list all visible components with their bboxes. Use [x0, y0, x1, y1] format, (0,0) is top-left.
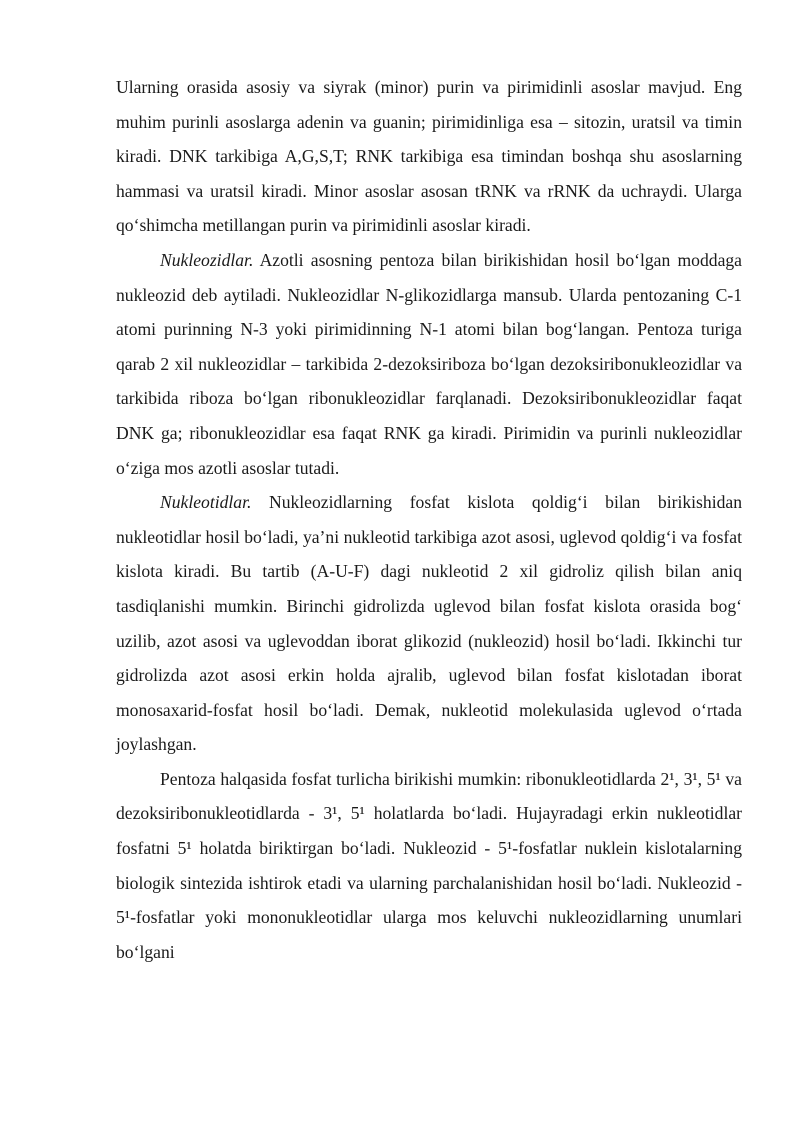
paragraph-nucleotides [116, 485, 742, 762]
section-lead-nucleosides: Nukleozidlar. [160, 249, 254, 270]
paragraph-text: Pentoza halqasida fosfat turlicha birikishi mumkin: ribonukleotidlarda 2¹, 3¹, 5¹ va dezoksiribonukleotidlarda - 3¹, 5¹ holatlarda bo‘ladi. Hujayradagi erkin nukleotidlar fosfatni 5¹ holatda biriktirgan bo‘ladi. Nukleozid - 5¹-fosfatlar nuklein kislotalarning biologik sintezida ishtirok etadi va ularning parchalanishidan hosil bo‘ladi. Nukleozid - 5¹-fosfatlar yoki mononukleotidlar ularga mos keluvchi nukleozidlarning unumlari bo‘lgani [116, 768, 742, 962]
paragraph-pentose-phosphate [116, 762, 742, 970]
paragraph-text: Nukleozidlarning fosfat kislota qoldig‘i bilan birikishidan nukleotidlar hosil bo‘ladi, ya’ni nukleotid tarkibiga azot asosi, uglevod qoldig‘i va fosfat kislota kiradi. Bu tartib (A-U-F) dagi nukleotid 2 xil gidroliz qilish bilan aniq tasdiqlanishi mumkin. Birinchi gidrolizda uglevod bilan fosfat kislota orasida bog‘ uzilib, azot asosi va uglevoddan iborat glikozid (nukleozid) hosil bo‘ladi. Ikkinchi tur gidrolizda azot asosi erkin holda ajralib, uglevod bilan fosfat kislotadan iborat monosaxarid-fosfat hosil bo‘ladi. Demak, nukleotid molekulasida uglevod o‘rtada joylashgan. [116, 492, 742, 755]
paragraph-text: Azotli asosning pentoza bilan birikishidan hosil bo‘lgan moddaga nukleozid deb aytiladi. Nukleozidlar N-glikozidlarga mansub. Ularda pentozaning C-1 atomi purinning N-3 yoki pirimidinning N-1 atomi bilan bog‘langan. Pentoza turiga qarab 2 xil nukleozidlar – tarkibida 2-dezoksiriboza bo‘lgan dezoksiribonukleozidlar va tarkibida riboza bo‘lgan ribonukleozidlar farqlanadi. Dezoksiribonukleozidlar faqat DNK ga; ribonukleozidlar esa faqat RNK ga kiradi. Pirimidin va purinli nukleozidlar o‘ziga mos azotli asoslar tutadi. [116, 249, 742, 478]
paragraph-nucleosides [116, 243, 742, 485]
paragraph-bases [116, 70, 742, 243]
paragraph-text: Ularning orasida asosiy va siyrak (minor) purin va pirimidinli asoslar mavjud. Eng muhim purinli asoslarga adenin va guanin; pirimidinliga esa – sitozin, uratsil va timin kiradi. DNK tarkibiga A,G,S,T; RNK tarkibiga esa timindan boshqa shu asoslarning hammasi va uratsil kiradi. Minor asoslar asosan tRNK va rRNK da uchraydi. Ularga qo‘shimcha metillangan purin va pirimidinli asoslar kiradi. [116, 77, 742, 236]
section-lead-nucleotides: Nukleotidlar. [160, 492, 252, 513]
body-text [116, 70, 742, 969]
